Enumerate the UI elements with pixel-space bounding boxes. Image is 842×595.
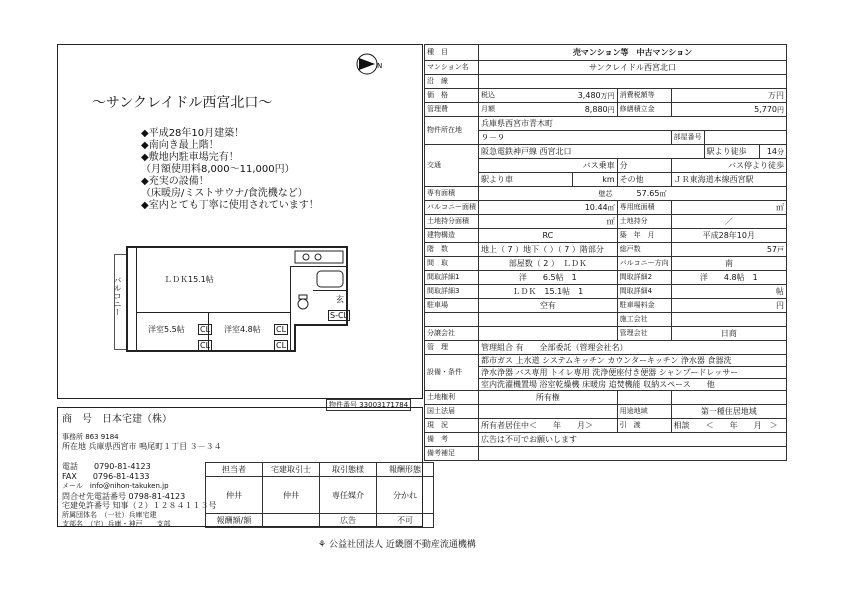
total-units: 57戸 xyxy=(671,243,786,257)
label: 駐車場 xyxy=(425,299,479,313)
label: 消費税額等 xyxy=(617,89,671,103)
label: 間取詳細1 xyxy=(425,271,479,285)
shoe-closet-label: S-CL xyxy=(330,311,349,320)
repair-fee: 5,770円 xyxy=(671,103,786,117)
management-company: 日商 xyxy=(671,327,786,341)
property-name-heading: ～サンクレイドル西宮北口～ xyxy=(92,95,273,111)
bullet-item: （月額使用料8,000～11,000円） xyxy=(141,164,295,175)
company-tel: 電話 0790-81-4123 xyxy=(62,462,151,471)
busstop-label: バス停より徒歩 xyxy=(671,159,786,173)
bullet-item: （床暖房/ミストサウナ/食洗機など） xyxy=(141,188,308,199)
commission-label: 報酬額/額 xyxy=(206,514,263,528)
ldk-label: ＬＤＫ15.1帖 xyxy=(164,275,214,284)
walk-min: 14分 xyxy=(759,145,786,159)
zoning: 第一種住居地域 xyxy=(671,405,786,419)
label: 部屋番号 xyxy=(671,131,704,145)
kitchen-icon xyxy=(294,250,344,264)
entrance-label: 玄 xyxy=(336,295,344,304)
closet-label: CL xyxy=(276,325,287,334)
label: 修繕積立金 xyxy=(617,103,671,117)
ad-label: 広告 xyxy=(320,514,377,528)
role-header: 取引態様 xyxy=(320,463,377,477)
address-line2: ９－９ xyxy=(479,131,672,145)
label: 土地持分 xyxy=(617,215,671,229)
label: 物件所在地 xyxy=(425,117,479,145)
parking: 空有 xyxy=(479,299,618,313)
label: 交通 xyxy=(425,145,479,187)
org-logo-icon: ⚘ xyxy=(318,540,327,550)
company-assoc: 所属団体名 （一社）兵庫宅建 xyxy=(62,511,157,519)
label: 設備・条件 xyxy=(425,355,479,391)
bullet-item: ◆室内とても丁寧に使用されています！ xyxy=(141,200,319,211)
label: 備考補足 xyxy=(425,447,479,461)
ad-value: 不可 xyxy=(377,514,434,528)
label: 土地持分面積 xyxy=(425,215,479,229)
label: 分譲会社 xyxy=(425,327,479,341)
label: 専有面積 xyxy=(425,187,479,201)
bullet-item: ◆敷地内駐車場完有！ xyxy=(141,152,239,163)
closet-label: CL xyxy=(200,325,211,334)
aspect: 南 xyxy=(671,257,786,271)
label: 施工会社 xyxy=(617,313,671,327)
tax-unit: 万円 xyxy=(671,89,786,103)
status: 所有者居住中＜ 年 月＞ xyxy=(479,419,618,433)
label: マンション名 xyxy=(425,61,479,75)
label: 用途地域 xyxy=(617,405,671,419)
mansion-name: サンクレイドル西宮北口 xyxy=(479,61,787,75)
station: 阪急電鉄神戸線 西宮北口 xyxy=(479,145,705,159)
area-value: 壁芯 57.65㎡ xyxy=(479,187,787,201)
price-value: 税込 3,480万円 xyxy=(479,89,618,103)
label: 引 渡 xyxy=(617,419,671,433)
role-value: 専任媒介 xyxy=(320,477,377,514)
layout-detail: 帖 xyxy=(671,285,786,299)
closet-label: CL xyxy=(276,341,287,350)
management: 管理組合 有 全部委託（管理会社名） xyxy=(479,341,787,355)
role-value: 分かれ xyxy=(377,477,434,514)
label: 間取詳細2 xyxy=(617,271,671,285)
property-type: 売マンション等 中古マンション xyxy=(479,45,787,61)
equipment-line: 浄水浄器 バス専用 トイレ専用 洗浄便座付き便器 シャンプードレッサー xyxy=(479,367,787,379)
bus-unit: 分 xyxy=(617,159,671,173)
property-number: 物件番号 33003171784 xyxy=(326,399,411,411)
role-value: 仲井 xyxy=(206,477,263,514)
label: バルコニー面積 xyxy=(425,201,479,215)
layout-detail: 洋 6.5帖 1 xyxy=(479,271,618,285)
structure: RC xyxy=(479,229,618,243)
label: バルコニー方向 xyxy=(617,257,671,271)
bullet-item: ◆平成28年10月建築！ xyxy=(141,128,245,139)
layout-detail: 洋 4.8帖 1 xyxy=(671,271,786,285)
label: 建物構造 xyxy=(425,229,479,243)
equipment-line: 都市ガス 上水道 システムキッチン カウンターキッチン 浄水器 食器洗 xyxy=(479,355,787,367)
equipment-line: 室内洗濯機置場 浴室乾燥機 床暖房 追焚機能 収納スペース 他 xyxy=(479,379,787,391)
floor-plan xyxy=(108,246,370,354)
mgmt-fee: 月額 8,880円 xyxy=(479,103,618,117)
trade-name: 商 号 日本宅建（株） xyxy=(62,414,172,425)
footer-org: ⚘ 公益社団法人 近畿圏不動産流通機構 xyxy=(318,540,476,550)
other-label: その他 xyxy=(617,173,671,187)
bus-label: バス乗車 xyxy=(479,159,618,173)
bullet-list xyxy=(141,128,319,212)
address-line1: 兵庫県西宮市青木町 xyxy=(479,117,787,131)
room1-label: 洋室5.5帖 xyxy=(148,325,185,334)
land-right: ／ xyxy=(671,215,786,229)
company-guarantee: 宅建免許番号 知事（２）１２８４１１３号 xyxy=(62,501,217,510)
other-station: ＪＲ東海道本線西宮駅 xyxy=(671,173,786,187)
label: 現 況 xyxy=(425,419,479,433)
license: 事務所 863 9184 xyxy=(62,433,119,441)
compass-icon xyxy=(355,52,385,76)
label: 管 理 xyxy=(425,341,479,355)
balcony-area: 10.44㎡ xyxy=(479,201,618,215)
land-unit: ㎡ xyxy=(479,215,618,229)
built-date: 平成28年10月 xyxy=(671,229,786,243)
company-branch: 支部名 （宅）兵庫・神戸 支部 xyxy=(62,520,171,528)
label: 専用庭面積 xyxy=(617,201,671,215)
layout: 部屋数（ 2 ） ＬＤＫ xyxy=(479,257,618,271)
parking-fee-unit: 円 xyxy=(671,299,786,313)
label: 駐車場料金 xyxy=(617,299,671,313)
role-value: 仲井 xyxy=(263,477,320,514)
label: 築 年 月 xyxy=(617,229,671,243)
walk-label: 駅より徒歩 xyxy=(704,145,759,159)
label: 間取詳細4 xyxy=(617,285,671,299)
label: 総戸数 xyxy=(617,243,671,257)
role-header: 報酬形態 xyxy=(377,463,434,477)
balcony-label: バルコニー xyxy=(113,276,122,316)
bullet-item: ◆南向き最上階！ xyxy=(141,140,219,151)
car-label: 駅より車 xyxy=(479,173,573,187)
company-address: 所在地 兵庫県西宮市 鳴尾町１丁目 ３－３４ xyxy=(62,442,222,451)
delivery: 相談 ＜ 年 月 ＞ xyxy=(671,419,786,433)
label: 管理会社 xyxy=(617,327,671,341)
label: 管理費 xyxy=(425,103,479,117)
room2-label: 洋室4.8帖 xyxy=(224,325,261,334)
toilet-icon xyxy=(296,294,310,310)
compass-label: N xyxy=(377,62,383,70)
floors: 地上（ 7 ）地下（ ）（ 7 ）階部分 xyxy=(479,243,618,257)
closet-label: CL xyxy=(200,341,211,350)
label: 間取詳細3 xyxy=(425,285,479,299)
company-mail: メール info@nihon-takuken.jp xyxy=(62,482,169,490)
label: 間 取 xyxy=(425,257,479,271)
label: 国土法届 xyxy=(425,405,479,419)
label: 沿 線 xyxy=(425,75,479,89)
garden-unit: ㎡ xyxy=(671,201,786,215)
company-contact: 問合せ先電話番号 0798-81-4123 xyxy=(62,492,186,501)
km-unit: km xyxy=(573,173,617,187)
label: 土地権利 xyxy=(425,391,479,405)
bullet-item: ◆充実の設備！ xyxy=(141,176,209,187)
spec-table xyxy=(424,44,787,461)
bath-icon xyxy=(316,270,344,288)
label xyxy=(425,313,479,327)
land-rights: 所有権 xyxy=(479,391,618,405)
label: 階 数 xyxy=(425,243,479,257)
layout-detail: ＬＤＫ 15.1帖 1 xyxy=(479,285,618,299)
company-fax: FAX 0796-81-4133 xyxy=(62,472,150,481)
label: 価 格 xyxy=(425,89,479,103)
note: 広告は不可でお願いします xyxy=(479,433,787,447)
role-header: 宅建取引士 xyxy=(263,463,320,477)
agent-role-table xyxy=(205,462,434,528)
role-header: 担当者 xyxy=(206,463,263,477)
label: 種 目 xyxy=(425,45,479,61)
label: 備 考 xyxy=(425,433,479,447)
